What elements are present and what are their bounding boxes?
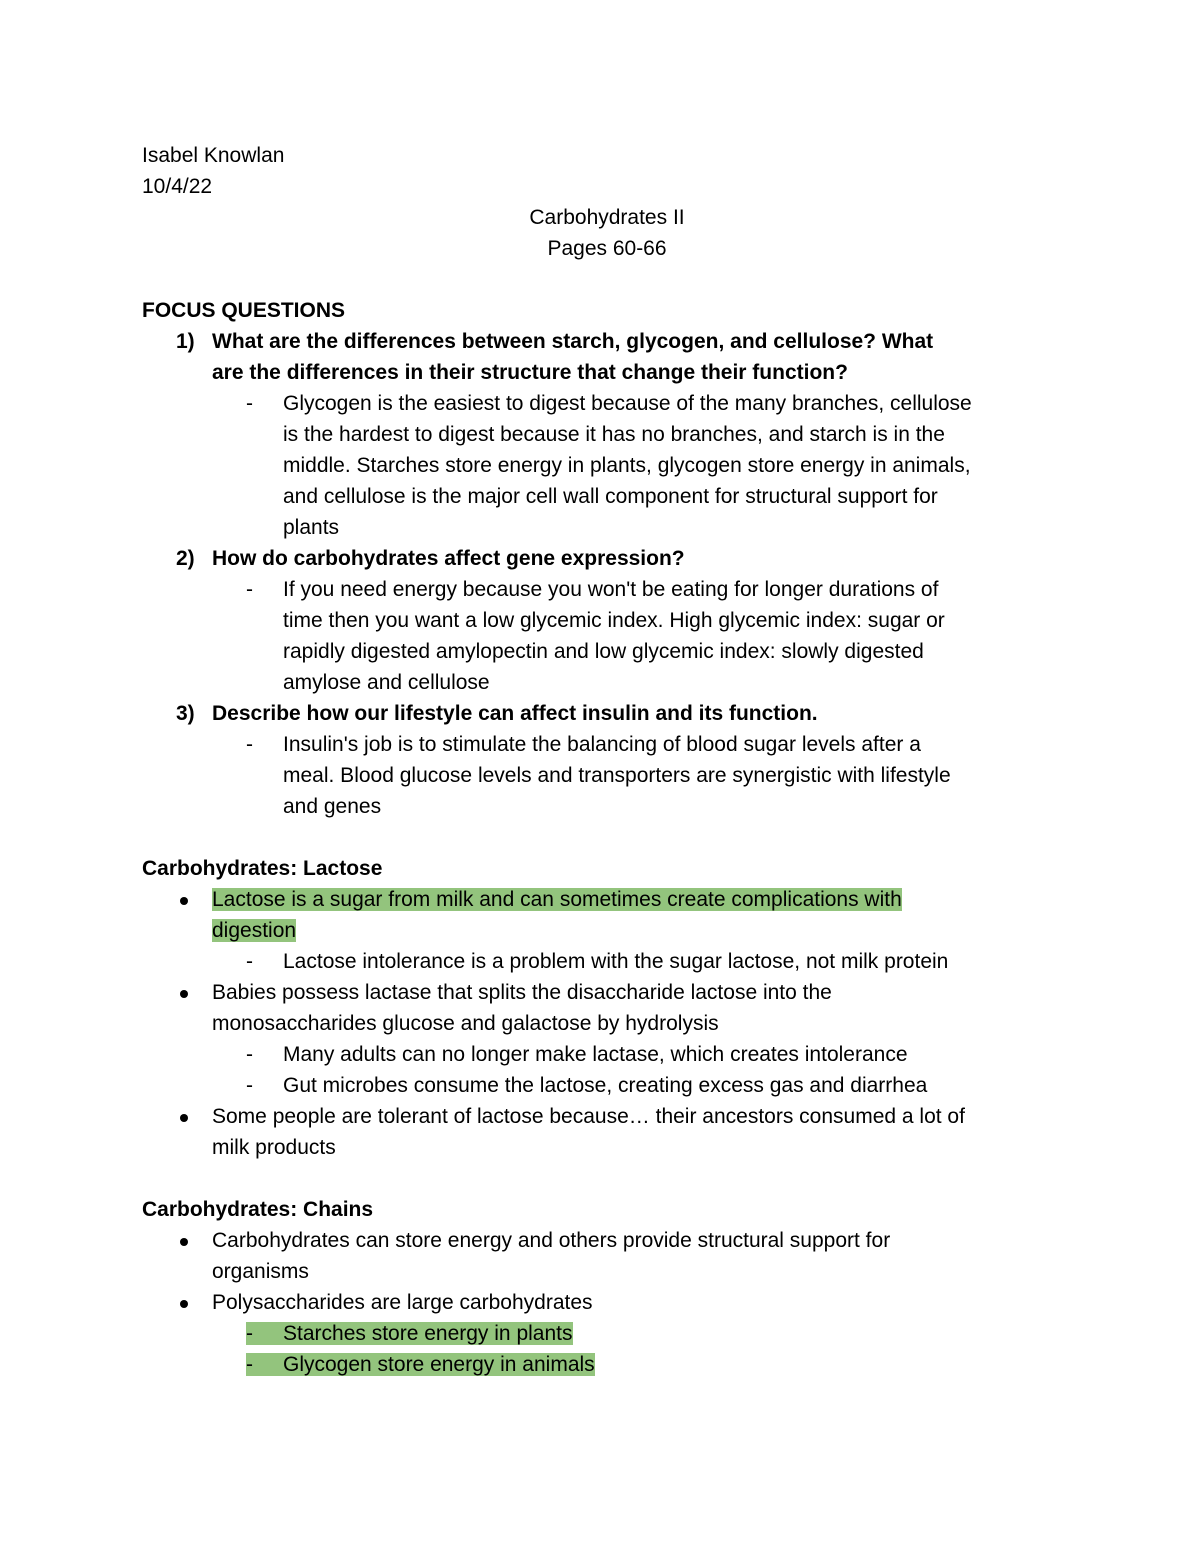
bullet-dot — [180, 1238, 188, 1246]
answer-2 — [142, 574, 1072, 698]
subitem-text: Many adults can no longer make lactase, which creates intolerance — [283, 1043, 908, 1066]
question-3 — [142, 698, 1072, 729]
item-text: Babies possess lactase that splits the disaccharide lactose into the — [212, 981, 832, 1004]
answer-line: and genes — [283, 795, 382, 818]
spacer — [142, 1163, 1072, 1194]
question-number: 2) — [176, 547, 195, 570]
dash-marker: - — [246, 578, 253, 601]
item-text: Polysaccharides are large carbohydrates — [212, 1291, 593, 1314]
answer-line: If you need energy because you won't be eating for longer durations of — [283, 578, 939, 601]
answer-line: Glycogen is the easiest to digest because of the many branches, cellulose — [283, 392, 972, 415]
subitem-text: Lactose intolerance is a problem with the sugar lactose, not milk protein — [283, 950, 949, 973]
document-body — [142, 140, 1072, 1380]
author-name: Isabel Knowlan — [142, 144, 285, 167]
focus-questions-heading: FOCUS QUESTIONS — [142, 299, 346, 322]
answer-line: amylose and cellulose — [283, 671, 490, 694]
highlighted-text: digestion — [212, 919, 297, 942]
item-text: monosaccharides glucose and galactose by hydrolysis — [212, 1012, 719, 1035]
chains-heading: Carbohydrates: Chains — [142, 1198, 374, 1221]
dash-marker: - — [246, 950, 253, 973]
dash-marker: - — [246, 1074, 253, 1097]
answer-line: meal. Blood glucose levels and transporters are synergistic with lifestyle — [283, 764, 951, 787]
answer-line: middle. Starches store energy in plants, glycogen store energy in animals, — [283, 454, 971, 477]
dash-marker: - — [246, 392, 253, 415]
document-title: Carbohydrates II — [529, 206, 685, 229]
list-subitem — [142, 1070, 1072, 1101]
answer-line: Insulin's job is to stimulate the balancing of blood sugar levels after a — [283, 733, 921, 756]
list-item — [142, 1225, 1072, 1287]
highlighted-text: Starches store energy in plants — [246, 1322, 573, 1345]
answer-line: is the hardest to digest because it has no branches, and starch is in the — [283, 423, 945, 446]
answer-line: time then you want a low glycemic index. High glycemic index: sugar or — [283, 609, 945, 632]
question-text-line: are the differences in their structure that change their function? — [212, 361, 848, 384]
item-text: milk products — [212, 1136, 336, 1159]
list-subitem — [142, 946, 1072, 977]
question-number: 3) — [176, 702, 195, 725]
bullet-dot — [180, 1300, 188, 1308]
dash-marker: - — [246, 733, 253, 756]
list-item — [142, 1287, 1072, 1318]
answer-line: plants — [283, 516, 340, 539]
question-number: 1) — [176, 330, 195, 353]
question-2 — [142, 543, 1072, 574]
list-subitem — [142, 1318, 1072, 1349]
list-item — [142, 1101, 1072, 1163]
question-text-line: What are the differences between starch, glycogen, and cellulose? What — [212, 330, 934, 353]
answer-1 — [142, 388, 1072, 543]
bullet-dot — [180, 1114, 188, 1122]
lactose-heading: Carbohydrates: Lactose — [142, 857, 383, 880]
answer-line: and cellulose is the major cell wall component for structural support for — [283, 485, 938, 508]
question-text-line: Describe how our lifestyle can affect insulin and its function. — [212, 702, 818, 725]
list-item — [142, 977, 1072, 1039]
spacer — [142, 264, 1072, 295]
highlighted-text: Lactose is a sugar from milk and can sometimes create complications with — [212, 888, 902, 911]
item-text: Some people are tolerant of lactose because… their ancestors consumed a lot of — [212, 1105, 965, 1128]
highlighted-text: Glycogen store energy in animals — [246, 1353, 595, 1376]
answer-3 — [142, 729, 1072, 822]
list-item — [142, 884, 1072, 946]
bullet-dot — [180, 897, 188, 905]
item-text: organisms — [212, 1260, 309, 1283]
answer-line: rapidly digested amylopectin and low glycemic index: slowly digested — [283, 640, 924, 663]
bullet-dot — [180, 990, 188, 998]
spacer — [142, 822, 1072, 853]
document-date: 10/4/22 — [142, 175, 213, 198]
list-subitem — [142, 1349, 1072, 1380]
subitem-text: Gut microbes consume the lactose, creating excess gas and diarrhea — [283, 1074, 928, 1097]
list-subitem — [142, 1039, 1072, 1070]
dash-marker: - — [246, 1322, 253, 1345]
question-text-line: How do carbohydrates affect gene expression? — [212, 547, 685, 570]
dash-marker: - — [246, 1353, 253, 1376]
question-1 — [142, 326, 1072, 388]
dash-marker: - — [246, 1043, 253, 1066]
item-text: Carbohydrates can store energy and others provide structural support for — [212, 1229, 891, 1252]
page-range: Pages 60-66 — [547, 237, 667, 260]
